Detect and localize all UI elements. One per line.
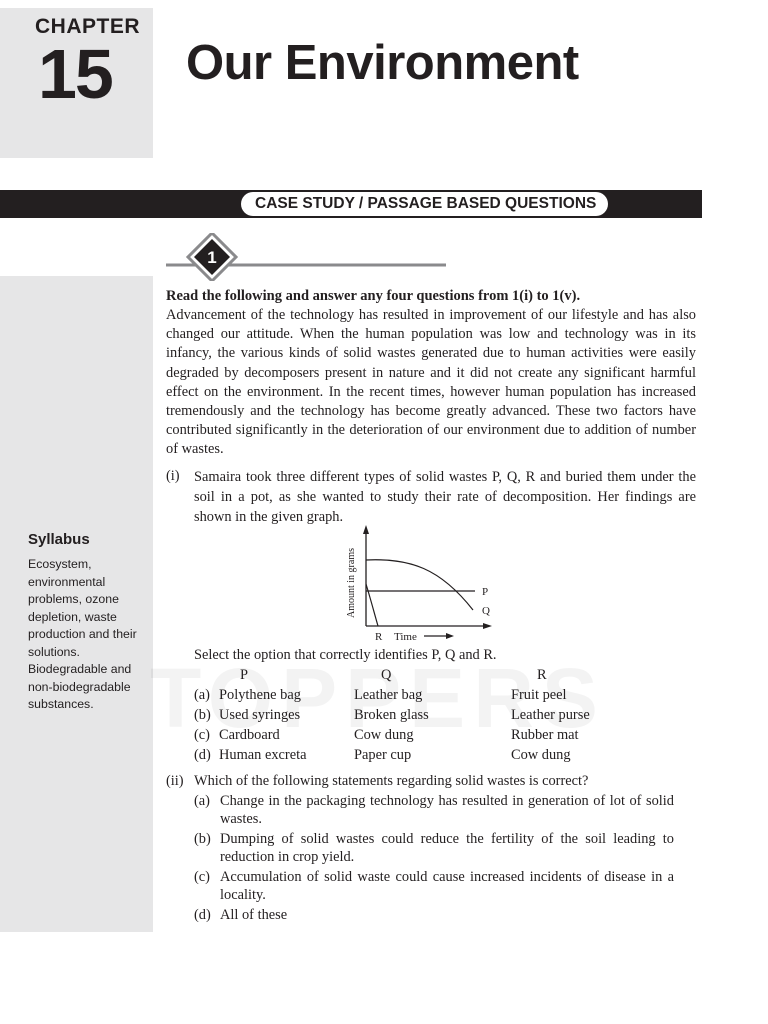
- select-instruction: Select the option that correctly identifies P, Q and R.: [194, 647, 497, 663]
- option-b-r: Leather purse: [511, 707, 590, 723]
- option-c-q: Cow dung: [354, 727, 414, 743]
- q2-option-c-text: Accumulation of solid waste could cause increased incidents of disease in a locality.: [220, 869, 674, 903]
- chapter-title: Our Environment: [186, 36, 579, 90]
- question-number: 1: [207, 248, 217, 267]
- option-a-r: Fruit peel: [511, 687, 567, 703]
- y-axis-arrow: [363, 525, 369, 534]
- decomposition-graph: [340, 522, 500, 646]
- q2-option-b-text: Dumping of solid wastes could reduce the fertility of the soil leading to reduction in crop yield.: [220, 831, 674, 865]
- option-b-q: Broken glass: [354, 707, 429, 723]
- option-a-label[interactable]: (a): [194, 687, 210, 703]
- option-c-r: Rubber mat: [511, 727, 579, 743]
- q2-number: (ii): [166, 773, 184, 789]
- q2-option-b-label[interactable]: (b): [194, 831, 211, 847]
- syllabus-text: Ecosystem, environmental problems, ozone depletion, waste production and their solutions. Biodegradable and non-biodegradable substances.: [28, 557, 137, 711]
- y-axis-label: Amount in grams: [346, 548, 357, 618]
- option-d-r: Cow dung: [511, 747, 571, 763]
- time-arrow-head: [446, 633, 454, 639]
- curve-q: [366, 560, 473, 610]
- q1-number: (i): [166, 468, 180, 484]
- section-title: CASE STUDY / PASSAGE BASED QUESTIONS: [241, 192, 608, 216]
- option-c-p: Cardboard: [219, 727, 280, 743]
- option-b-label[interactable]: (b): [194, 707, 211, 723]
- column-head-p: P: [240, 667, 249, 683]
- question-number-marker: [166, 233, 446, 281]
- x-axis-arrow: [483, 623, 492, 629]
- option-b-p: Used syringes: [219, 707, 301, 723]
- column-head-q: Q: [381, 667, 392, 683]
- q2-option-d-text: All of these: [220, 907, 288, 923]
- syllabus-heading: Syllabus: [28, 531, 90, 548]
- q2-option-d-label[interactable]: (d): [194, 907, 211, 923]
- option-a-p: Polythene bag: [219, 687, 301, 703]
- q2-option-a-label[interactable]: (a): [194, 793, 210, 809]
- label-p: P: [482, 586, 489, 598]
- label-q: Q: [482, 605, 490, 617]
- option-d-label[interactable]: (d): [194, 747, 211, 763]
- q1-text: Samaira took three different types of solid wastes P, Q, R and buried them under the soil in a pot, as she wanted to study their rate of decomposition. Her findings are shown in the given graph.: [194, 469, 696, 525]
- instruction: Read the following and answer any four questions from 1(i) to 1(v).: [166, 288, 581, 304]
- q2-text: Which of the following statements regarding solid wastes is correct?: [194, 773, 589, 789]
- option-a-q: Leather bag: [354, 687, 423, 703]
- x-axis-label: Time: [394, 631, 417, 643]
- curve-r: [366, 584, 378, 626]
- option-d-q: Paper cup: [354, 747, 412, 763]
- label-r: R: [375, 631, 383, 643]
- q2-option-c-label[interactable]: (c): [194, 869, 210, 885]
- option-c-label[interactable]: (c): [194, 727, 210, 743]
- chapter-number: 15: [38, 35, 112, 113]
- column-head-r: R: [537, 667, 547, 683]
- chapter-label: CHAPTER: [35, 15, 141, 38]
- q2-option-a-text: Change in the packaging technology has resulted in generation of lot of solid wastes.: [220, 793, 674, 827]
- passage-text: Advancement of the technology has resulted in improvement of our lifestyle and has also changed our attitude. When the human population was low and technology was in its infancy, the various kinds of solid wastes generated due to human activities were easily degraded by decomposers present in nature and it did not create any significant harmful effect on the environment. In the recent times, however human population has increased tremendously and the technology has become greatly advanced. These two factors have contributed significantly in the deterioration of our environment due to addition of number of wastes.: [166, 307, 696, 458]
- option-d-p: Human excreta: [219, 747, 307, 763]
